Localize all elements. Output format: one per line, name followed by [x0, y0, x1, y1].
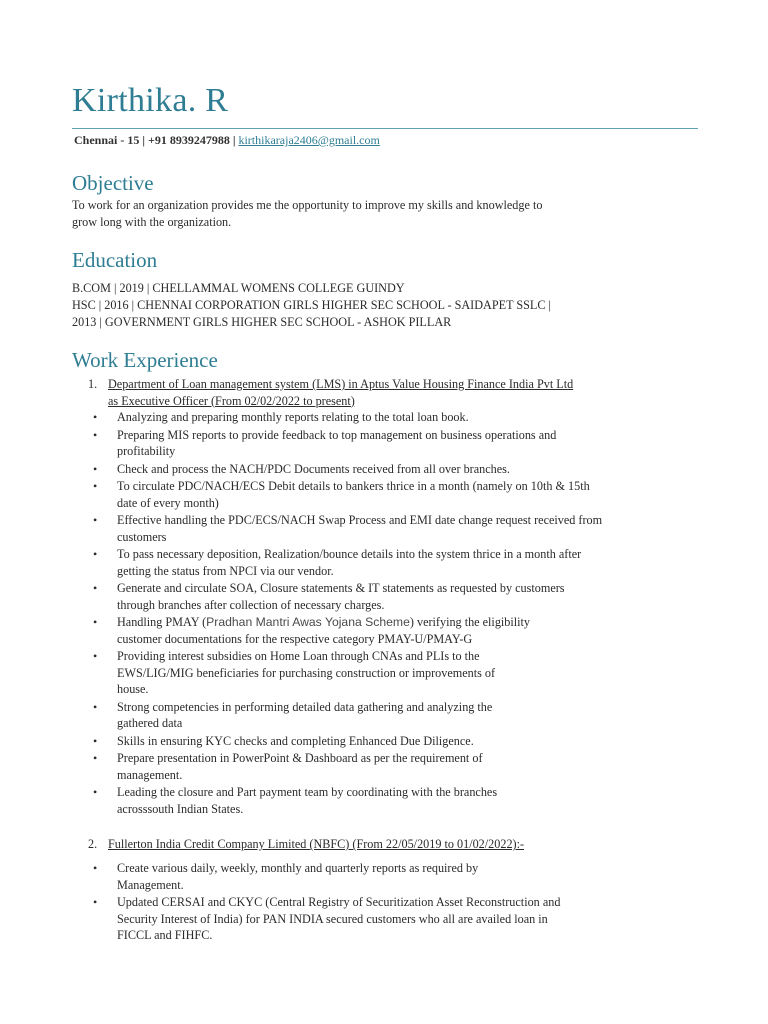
- bullet-icon: •: [93, 427, 98, 442]
- list-item: [88, 546, 698, 579]
- bullet-icon: •: [93, 513, 98, 527]
- bullet-icon: •: [93, 479, 98, 493]
- email-link[interactable]: kirthikaraja2406@gmail.com: [238, 133, 380, 147]
- bullet-icon: •: [93, 895, 98, 909]
- bullet-line: Leading the closure and Part payment team by coordinating with the branches: [117, 785, 498, 799]
- bullet-icon: •: [93, 861, 98, 875]
- bullet-line: [117, 614, 698, 631]
- bullet-line: acrosssouth Indian States.: [117, 801, 244, 816]
- job-title-line: Fullerton India Credit Company Limited (NBFC) (From 22/05/2019 to 01/02/2022):-: [108, 837, 525, 851]
- bullet-icon: •: [93, 547, 98, 561]
- bullet-line: Updated CERSAI and CKYC (Central Registry of Securitization Asset Reconstruction and: [117, 895, 561, 909]
- bullet-line: through branches after collection of necessary charges.: [117, 597, 385, 612]
- objective-line: To work for an organization provides me the opportunity to improve my skills and knowledge to: [72, 198, 543, 212]
- bullet-line: date of every month): [117, 495, 219, 510]
- list-item: [88, 860, 698, 893]
- bullet-line: Effective handling the PDC/ECS/NACH Swap Process and EMI date change request received from: [117, 513, 603, 527]
- bullet-line: To circulate PDC/NACH/ECS Debit details to bankers thrice in a month (namely on 10th & 15th: [117, 479, 590, 493]
- work-experience-heading: Work Experience: [72, 348, 218, 372]
- list-item: [88, 784, 698, 817]
- job-number: 2.: [88, 837, 98, 851]
- bullet-line: Management.: [117, 877, 184, 892]
- pmay-suffix: ) verifying the eligibility: [409, 615, 531, 629]
- list-item: [88, 409, 698, 426]
- bullet-icon: •: [93, 615, 98, 629]
- bullet-icon: •: [93, 461, 98, 476]
- bullet-line: customer documentations for the respective category PMAY-U/PMAY-G: [117, 631, 473, 646]
- job-number: 1.: [88, 377, 98, 391]
- list-item: [88, 512, 698, 545]
- list-item: [88, 580, 698, 613]
- job-2-bullets: [88, 860, 698, 945]
- bullet-line: EWS/LIG/MIG beneficiaries for purchasing construction or improvements of: [117, 665, 496, 680]
- bullet-line: management.: [117, 767, 183, 782]
- bullet-line: Security Interest of India) for PAN INDIA secured customers who all are availed loan in: [117, 911, 548, 926]
- bullet-line: profitability: [117, 444, 176, 458]
- bullet-icon: •: [93, 649, 98, 663]
- bullet-line: house.: [117, 682, 149, 696]
- list-item: [88, 894, 698, 944]
- job-1-title: [88, 376, 573, 409]
- education-list: [72, 280, 551, 331]
- contact-line: [74, 133, 380, 148]
- list-item: [88, 750, 698, 783]
- bullet-line: Check and process the NACH/PDC Documents received from all over branches.: [117, 461, 510, 476]
- bullet-icon: •: [93, 733, 98, 748]
- education-line: B.COM | 2019 | CHELLAMMAL WOMENS COLLEGE GUINDY: [72, 281, 405, 295]
- pmay-prefix: Handling PMAY (: [117, 615, 207, 629]
- bullet-icon: •: [93, 785, 98, 799]
- bullet-line: getting the status from NPCI via our vendor.: [117, 563, 334, 578]
- job-title-line: as Executive Officer (From 02/02/2022 to present): [108, 393, 355, 408]
- list-item: [88, 648, 698, 698]
- bullet-line: Strong competencies in performing detailed data gathering and analyzing the: [117, 699, 493, 714]
- header-divider: [72, 128, 698, 129]
- education-heading: Education: [72, 248, 158, 272]
- list-item: [88, 461, 698, 478]
- job-title-line: Department of Loan management system (LMS) in Aptus Value Housing Finance India Pvt Ltd: [108, 377, 574, 391]
- bullet-line: customers: [117, 529, 167, 544]
- bullet-icon: •: [93, 581, 98, 595]
- objective-line: grow long with the organization.: [72, 215, 232, 229]
- bullet-line: Skills in ensuring KYC checks and completing Enhanced Due Diligence.: [117, 733, 474, 748]
- contact-details: Chennai - 15 | +91 8939247988 |: [74, 133, 239, 147]
- job-1-bullets: [88, 409, 698, 818]
- education-line: HSC | 2016 | CHENNAI CORPORATION GIRLS HIGHER SEC SCHOOL - SAIDAPET SSLC |: [72, 298, 551, 312]
- list-item: [88, 614, 698, 647]
- list-item: [88, 427, 698, 460]
- bullet-icon: •: [93, 410, 98, 424]
- education-line: 2013 | GOVERNMENT GIRLS HIGHER SEC SCHOOL - ASHOK PILLAR: [72, 315, 452, 329]
- bullet-line: FICCL and FIHFC.: [117, 928, 213, 942]
- list-item: [88, 699, 698, 732]
- bullet-line: Prepare presentation in PowerPoint & Dashboard as per the requirement of: [117, 751, 483, 765]
- bullet-line: gathered data: [117, 716, 183, 730]
- objective-heading: Objective: [72, 171, 154, 195]
- bullet-line: To pass necessary deposition, Realization/bounce details into the system thrice in a month after: [117, 547, 582, 561]
- objective-text: [72, 197, 542, 231]
- candidate-name: Kirthika. R: [72, 82, 229, 119]
- list-item: [88, 478, 698, 511]
- pmay-scheme-name: Pradhan Mantri Awas Yojana Scheme: [206, 615, 410, 629]
- bullet-line: Analyzing and preparing monthly reports relating to the total loan book.: [117, 410, 469, 424]
- bullet-line: Preparing MIS reports to provide feedback to top management on business operations and: [117, 427, 557, 442]
- list-item: [88, 733, 698, 750]
- bullet-line: Generate and circulate SOA, Closure statements & IT statements as requested by customers: [117, 581, 565, 595]
- bullet-line: Create various daily, weekly, monthly and quarterly reports as required by: [117, 861, 479, 875]
- bullet-icon: •: [93, 751, 98, 765]
- job-2-title: [88, 836, 524, 853]
- bullet-line: Providing interest subsidies on Home Loan through CNAs and PLIs to the: [117, 649, 480, 663]
- bullet-icon: •: [93, 699, 98, 714]
